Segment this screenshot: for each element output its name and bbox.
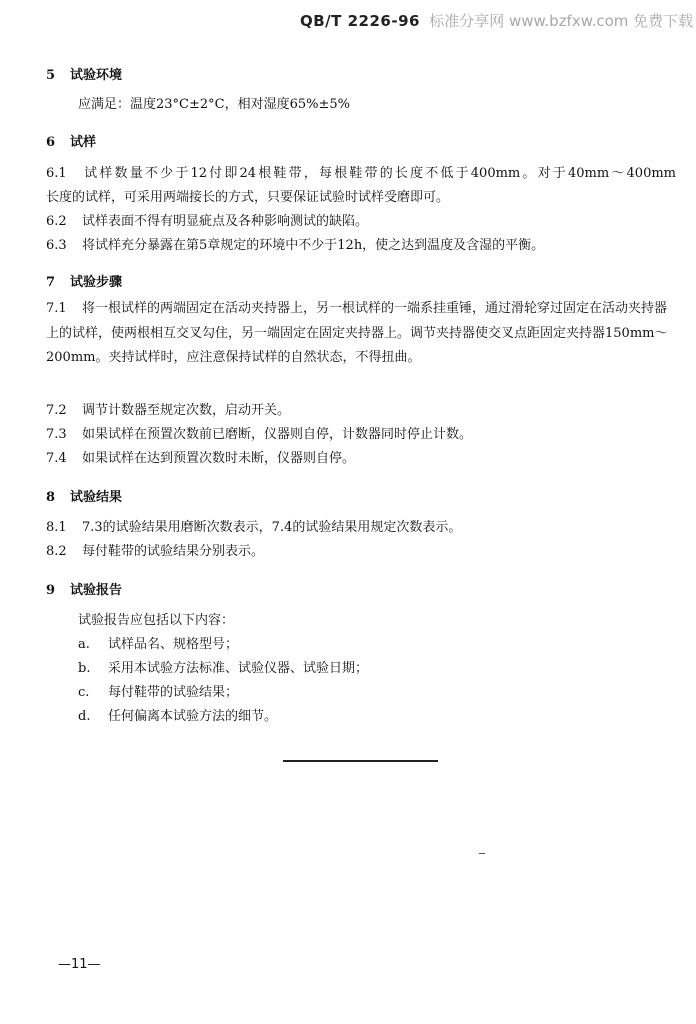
section-number: 5: [46, 68, 56, 83]
section-title: 试验环境: [70, 68, 123, 83]
clause-number: 8.1: [46, 520, 67, 535]
clause-text: 试样表面不得有明显疵点及各种影响测试的缺陷。: [82, 214, 369, 229]
clause-6-3: [46, 234, 544, 253]
item-letter: b.: [78, 661, 91, 676]
item-text: 试样品名、规格型号；: [108, 637, 239, 652]
clause-text: 每付鞋带的试验结果分别表示。: [82, 544, 265, 559]
clause-text: 将试样充分暴露在第5章规定的环境中不少于12h，使之达到温度及含湿的平衡。: [82, 238, 545, 253]
clause-number: 6.2: [46, 214, 67, 229]
section-5-text: 应满足：温度23°C±2°C，相对湿度65%±5%: [78, 97, 351, 112]
report-item-b: [78, 657, 368, 676]
report-item-d: [78, 705, 277, 724]
item-text: 每付鞋带的试验结果；: [108, 685, 239, 700]
report-intro: 试验报告应包括以下内容：: [78, 613, 235, 628]
section-title: 试验步骤: [70, 275, 123, 290]
item-letter: a.: [78, 637, 90, 652]
clause-8-1: [46, 516, 461, 535]
item-letter: d.: [78, 709, 91, 724]
clause-8-2: [46, 540, 264, 559]
clause-number: 6.3: [46, 238, 67, 253]
section-number: 6: [46, 135, 56, 150]
section-title: 试验报告: [70, 583, 123, 598]
section-number: 9: [46, 583, 56, 598]
stray-mark: [479, 853, 485, 854]
page-number: —11—: [58, 957, 101, 972]
clause-number: 6.1: [46, 166, 67, 181]
clause-text: 7.3的试验结果用磨断次数表示，7.4的试验结果用规定次数表示。: [82, 520, 462, 535]
item-text: 采用本试验方法标准、试验仪器、试验日期；: [108, 661, 369, 676]
clause-6-2: [46, 210, 368, 229]
section-8-heading: [46, 486, 122, 505]
clause-number: 8.2: [46, 544, 67, 559]
section-number: 7: [46, 275, 56, 290]
clause-text: 调节计数器至规定次数，启动开关。: [82, 403, 291, 418]
section-7-heading: [46, 271, 122, 290]
clause-7-4: [46, 447, 355, 466]
clause-number: 7.4: [46, 451, 67, 466]
clause-text: 如果试样在预置次数前已磨断，仪器则自停，计数器同时停止计数。: [82, 427, 473, 442]
end-rule: [283, 760, 438, 762]
clause-7-3: [46, 423, 472, 442]
clause-text: 如果试样在达到预置次数时未断，仪器则自停。: [82, 451, 356, 466]
page-header: [300, 10, 694, 30]
clause-7-1: [46, 297, 676, 371]
clause-6-1-line2: 长度的试样，可采用两端接长的方式，只要保证试验时试样受磨即可。: [46, 190, 450, 205]
watermark[interactable]: 标准分享网 www.bzfxw.com 免费下载: [429, 12, 694, 30]
section-title: 试验结果: [70, 490, 123, 505]
clause-6-1-line1: [46, 162, 676, 181]
item-text: 任何偏离本试验方法的细节。: [108, 709, 278, 724]
standard-code: QB/T 2226-96: [300, 12, 420, 30]
clause-number: 7.2: [46, 403, 67, 418]
item-letter: c.: [78, 685, 90, 700]
section-9-heading: [46, 579, 122, 598]
clause-number: 7.3: [46, 427, 67, 442]
report-item-c: [78, 681, 238, 700]
section-6-heading: [46, 131, 96, 150]
section-5-heading: [46, 64, 122, 83]
clause-text: 试样数量不少于12付即24根鞋带，每根鞋带的长度不低于400mm。对于40mm～400mm: [82, 166, 676, 181]
section-title: 试样: [70, 135, 97, 150]
clause-7-2: [46, 399, 290, 418]
clause-text: 将一根试样的两端固定在活动夹持器上，另一根试样的一端系挂重锤，通过滑轮穿过固定在活动夹持器上的试样，使两根相互交叉勾住，另一端固定在固定夹持器上。调节夹持器使交叉点距固定夹持器150mm～200mm。夹持试样时，应注意保持试样的自然状态，不得扭曲。: [46, 301, 668, 365]
report-item-a: [78, 633, 238, 652]
section-number: 8: [46, 490, 56, 505]
clause-number: 7.1: [46, 301, 67, 316]
